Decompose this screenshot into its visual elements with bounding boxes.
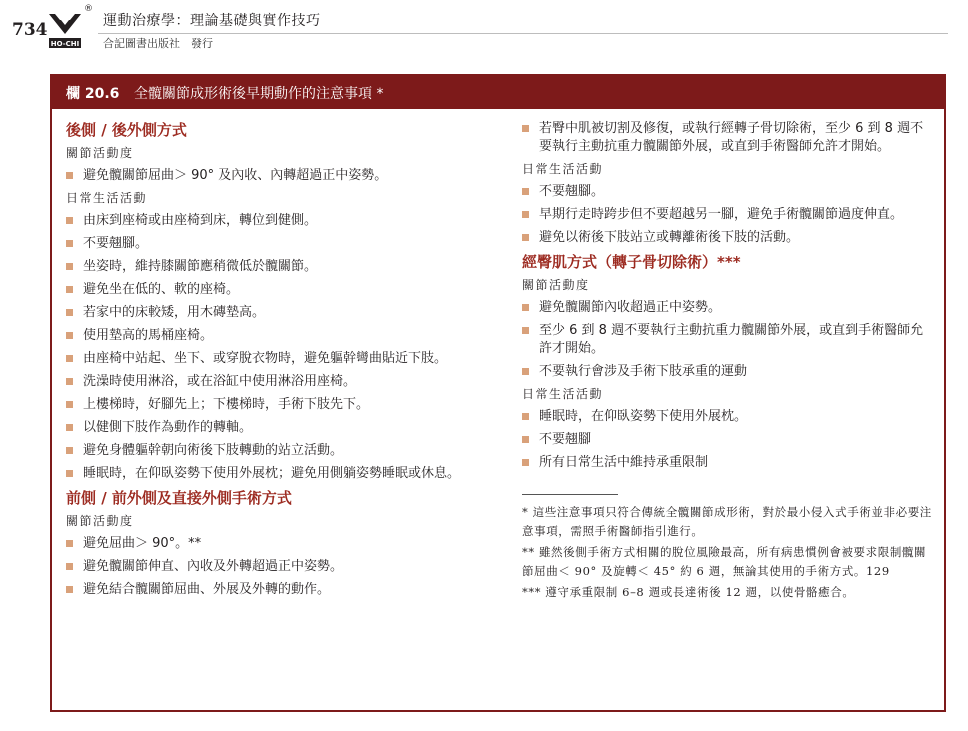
footnotes xyxy=(522,503,934,602)
publisher: 合記圖書出版社 發行 xyxy=(103,37,213,50)
list-item xyxy=(522,454,934,472)
right-column xyxy=(522,120,934,604)
square-bullet-icon xyxy=(522,413,529,420)
subsection-heading: 日常生活活動 xyxy=(66,191,148,205)
list-item-text: 不要翹腳 xyxy=(539,432,592,447)
square-bullet-icon xyxy=(66,470,73,477)
section-title: 前側 / 前外側及直接外側手術方式 xyxy=(66,489,292,507)
square-bullet-icon xyxy=(522,234,529,241)
list-item xyxy=(522,206,934,224)
square-bullet-icon xyxy=(522,125,529,132)
list-item-text: 避免結合髖關節屈曲、外展及外轉的動作。 xyxy=(83,582,331,597)
box-title: 全髖關節成形術後早期動作的注意事項 * xyxy=(134,86,384,102)
square-bullet-icon xyxy=(66,286,73,293)
square-bullet-icon xyxy=(66,263,73,270)
publisher-logo-icon xyxy=(49,12,81,50)
square-bullet-icon xyxy=(66,240,73,247)
list-item xyxy=(66,558,486,576)
right-top-groups xyxy=(522,161,934,247)
list-item xyxy=(66,465,486,483)
footnote: * 這些注意事項只符合傳統全髖關節成形術，對於最小侵入式手術並非必要注意事項，需照手術醫師指引進行。 xyxy=(522,505,932,538)
list-item-text: 不要翹腳。 xyxy=(83,236,149,251)
list-item-text: 避免屈曲＞ 90°。** xyxy=(83,536,202,551)
list-item-text: 避免髖關節內收超過正中姿勢。 xyxy=(539,300,722,315)
list-item xyxy=(522,120,934,156)
box-header xyxy=(52,76,944,109)
bullet-list xyxy=(66,212,486,483)
square-bullet-icon xyxy=(522,304,529,311)
list-item-text: 避免坐在低的、軟的座椅。 xyxy=(83,282,240,297)
subsection-heading: 日常生活活動 xyxy=(522,162,604,176)
list-item xyxy=(66,212,486,230)
square-bullet-icon xyxy=(522,211,529,218)
list-item xyxy=(66,258,486,276)
list-item-text: 使用墊高的馬桶座椅。 xyxy=(83,328,214,343)
list-item xyxy=(522,322,934,358)
square-bullet-icon xyxy=(66,586,73,593)
approach-section xyxy=(66,488,486,599)
square-bullet-icon xyxy=(66,401,73,408)
footnote: ** 雖然後側手術方式相關的脫位風險最高，所有病患慣例會被要求限制髖關節屈曲＜ 90° 及旋轉＜ 45° 約 6 週，無論其使用的手術方式。129 xyxy=(522,545,927,578)
square-bullet-icon xyxy=(522,188,529,195)
list-item xyxy=(522,431,934,449)
logo-text: HO-CHI xyxy=(50,40,80,48)
page-number: 734 xyxy=(12,20,48,40)
list-item xyxy=(66,396,486,414)
list-item-text: 由座椅中站起、坐下、或穿脫衣物時，避免軀幹彎曲貼近下肢。 xyxy=(83,351,448,366)
list-item-text: 早期行走時跨步但不要超越另一腳，避免手術髖關節過度伸直。 xyxy=(539,207,904,222)
list-item-text: 至少 6 到 8 週不要執行主動抗重力髖關節外展，或直到手術醫師允許才開始。 xyxy=(539,323,924,356)
list-item xyxy=(522,299,934,317)
registered-mark: ® xyxy=(84,4,93,14)
footnote-rule xyxy=(522,494,618,495)
footnote: *** 遵守承重限制 6–8 週或長達術後 12 週，以使骨骼癒合。 xyxy=(522,585,855,599)
list-item xyxy=(522,408,934,426)
square-bullet-icon xyxy=(522,459,529,466)
precautions-box xyxy=(50,74,946,712)
bullet-list xyxy=(522,408,934,472)
square-bullet-icon xyxy=(522,436,529,443)
list-item-text: 避免以術後下肢站立或轉離術後下肢的活動。 xyxy=(539,230,800,245)
list-item-text: 由床到座椅或由座椅到床，轉位到健側。 xyxy=(83,213,318,228)
list-item xyxy=(66,535,486,553)
square-bullet-icon xyxy=(66,309,73,316)
list-item xyxy=(522,363,934,381)
approach-section xyxy=(66,120,486,483)
list-item-text: 若家中的床較矮，用木磚墊高。 xyxy=(83,305,266,320)
square-bullet-icon xyxy=(66,355,73,362)
list-item xyxy=(66,419,486,437)
list-item-text: 避免身體軀幹朝向術後下肢轉動的站立活動。 xyxy=(83,443,344,458)
header-rule xyxy=(98,33,948,34)
list-item-text: 避免髖關節屈曲＞ 90° 及內收、內轉超過正中姿勢。 xyxy=(83,168,388,183)
list-item-text: 不要執行會涉及手術下肢承重的運動 xyxy=(539,364,748,379)
list-item xyxy=(66,167,486,185)
transgluteal-section xyxy=(522,252,934,472)
list-item xyxy=(522,183,934,201)
bullet-list xyxy=(66,167,486,185)
list-item-text: 所有日常生活中維持承重限制 xyxy=(539,455,709,470)
list-item xyxy=(66,442,486,460)
subsection-heading: 日常生活活動 xyxy=(522,387,604,401)
list-item-text: 若臀中肌被切割及修復，或執行經轉子骨切除術，至少 6 到 8 週不要執行主動抗重力髖關節外展，或直到手術醫師允許才開始。 xyxy=(539,121,924,154)
subsection-heading: 關節活動度 xyxy=(522,278,590,292)
list-item xyxy=(66,373,486,391)
square-bullet-icon xyxy=(66,217,73,224)
left-column xyxy=(66,120,486,604)
square-bullet-icon xyxy=(522,327,529,334)
book-title: 運動治療學：理論基礎與實作技巧 xyxy=(103,13,321,29)
list-item-text: 睡眠時，在仰臥姿勢下使用外展枕。 xyxy=(539,409,748,424)
bullet-list xyxy=(66,535,486,599)
section-title: 經臀肌方式（轉子骨切除術）*** xyxy=(522,253,741,271)
square-bullet-icon xyxy=(66,563,73,570)
page-header xyxy=(0,0,968,60)
bullet-list xyxy=(522,299,934,381)
square-bullet-icon xyxy=(66,378,73,385)
square-bullet-icon xyxy=(66,447,73,454)
square-bullet-icon xyxy=(66,172,73,179)
list-item xyxy=(66,281,486,299)
list-item xyxy=(66,581,486,599)
square-bullet-icon xyxy=(522,368,529,375)
list-item xyxy=(66,235,486,253)
section-groups xyxy=(522,277,934,472)
box-label: 欄 20.6 xyxy=(66,86,120,102)
list-item-text: 避免髖關節伸直、內收及外轉超過正中姿勢。 xyxy=(83,559,344,574)
list-item-text: 以健側下肢作為動作的轉軸。 xyxy=(83,420,253,435)
list-item-text: 洗澡時使用淋浴，或在浴缸中使用淋浴用座椅。 xyxy=(83,374,357,389)
list-item-text: 睡眠時，在仰臥姿勢下使用外展枕；避免用側躺姿勢睡眠或休息。 xyxy=(83,466,461,481)
list-item xyxy=(66,327,486,345)
square-bullet-icon xyxy=(66,332,73,339)
list-item xyxy=(66,304,486,322)
subsection-heading: 關節活動度 xyxy=(66,514,134,528)
square-bullet-icon xyxy=(66,424,73,431)
bullet-list xyxy=(522,183,934,247)
list-item xyxy=(522,229,934,247)
list-item xyxy=(66,350,486,368)
list-item-text: 不要翹腳。 xyxy=(539,184,605,199)
square-bullet-icon xyxy=(66,540,73,547)
section-title: 後側 / 後外側方式 xyxy=(66,121,187,139)
right-top-list xyxy=(522,120,934,156)
subsection-heading: 關節活動度 xyxy=(66,146,134,160)
list-item-text: 上樓梯時，好腳先上；下樓梯時，手術下肢先下。 xyxy=(83,397,370,412)
list-item-text: 坐姿時，維持膝關節應稍微低於髖關節。 xyxy=(83,259,318,274)
